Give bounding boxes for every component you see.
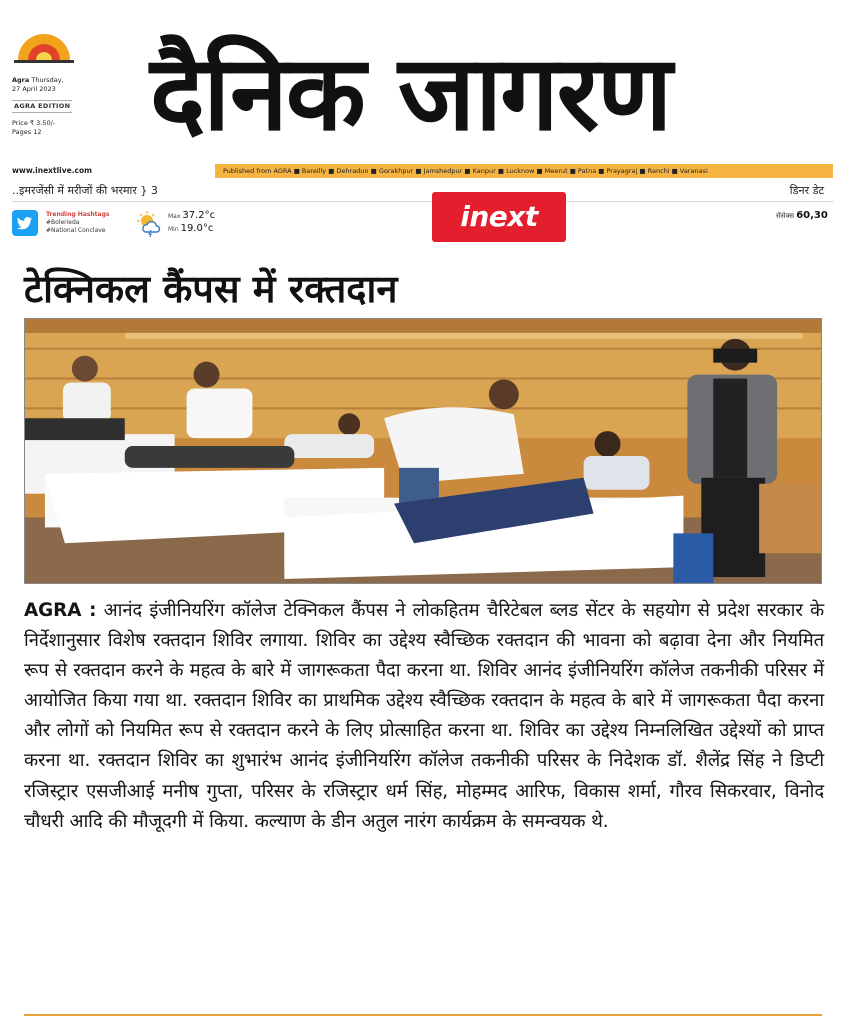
website-link[interactable]: www.inextlive.com: [12, 166, 92, 175]
temp-max-label: Max: [168, 213, 181, 220]
partly-cloudy-icon: [136, 210, 164, 238]
trending-hashtags: [46, 211, 109, 235]
trending-tag[interactable]: #National Conclave: [46, 227, 106, 234]
ticker-row: [12, 180, 834, 202]
inext-brand-logo[interactable]: inext: [432, 192, 566, 242]
edition-date: 27 April 2023: [12, 85, 56, 93]
ticker-headline-left[interactable]: ..इमरजेंसी में मरीजों की भरमार } 3: [12, 184, 158, 197]
bottom-divider: [24, 1014, 822, 1016]
sensex-label: सेंसेक्स: [776, 212, 794, 220]
sensex-widget: [776, 211, 828, 221]
newspaper-title: दैनिक जागरण: [150, 32, 671, 154]
edition-day: Thursday,: [31, 76, 64, 84]
trending-title: Trending Hashtags: [46, 211, 110, 218]
temp-max: 37.2°c: [182, 210, 216, 221]
edition-city: Agra: [12, 76, 30, 84]
article-body: [24, 596, 824, 837]
twitter-icon[interactable]: [12, 210, 38, 236]
article-headline: टेक्निकल कैंपस में रक्तदान: [24, 267, 398, 311]
weather-readout: [168, 210, 215, 236]
edition-info: [12, 76, 82, 137]
temp-min: 19.0°c: [180, 223, 214, 234]
article-body-text: आनंद इंजीनियरिंग कॉलेज टेक्निकल कैंपस ने लोकहितम चैरिटेबल ब्लड सेंटर के सहयोग से प्रदेश सरकार के निर्देशानुसार विशेष रक्तदान शिविर लगाया. शिविर का उद्देश्य स्वैच्छिक रक्तदान की भावना को बढ़ावा देना और नियमित रूप से रक्तदान करने के महत्व के बारे में जागरूकता पैदा करना था. शिविर आनंद इंजीनियरिंग कॉलेज तकनीकी परिसर में आयोजित किया गया था. रक्तदान शिविर का प्राथमिक उद्देश्य स्वैच्छिक रक्तदान के महत्व के बारे में जागरूकता पैदा करना और लोगों को नियमित रूप से रक्तदान करने के लिए प्रोत्साहित करना था. शिविर का उद्देश्य निम्नलिखित उद्देश्यों को प्राप्त करना था. रक्तदान शिविर का शुभारंभ आनंद इंजीनियरिंग कॉलेज तकनीकी परिसर के निदेशक डॉ. शैलेंद्र सिंह ने डिप्टी रजिस्ट्रार एसजीआई मनीष गुप्ता, परिसर के रजिस्ट्रार धर्म सिंह, मोहम्मद आरिफ, विकास शर्मा, गौरव सिकरवार, विनोद चौधरी आदि की मौजूदगी में किया. कल्याण के डीन अतुल नारंग कार्यक्रम के समन्वयक थे.: [24, 600, 825, 832]
price: Price ₹ 3.50/-: [12, 119, 56, 127]
article-dateline: AGRA :: [24, 600, 97, 621]
trending-tag[interactable]: #Bolerieda: [46, 219, 80, 226]
sensex-value: 60,30: [796, 210, 828, 221]
ticker-headline-right[interactable]: डिनर डेट: [789, 184, 824, 197]
page-count: Pages 12: [12, 128, 42, 136]
published-cities-bar: Published from AGRA ■ Bareilly ■ Dehradun ■ Gorakhpur ■ Jamshedpur ■ Kanpur ■ Lucknow ■ Meerut ■ Patna ■ Prayagraj ■ Ranchi ■ Varanasi: [215, 164, 833, 178]
edition-label: AGRA EDITION: [12, 100, 72, 113]
temp-min-label: Min: [168, 226, 179, 233]
dainik-jagran-sun-logo: [14, 30, 74, 64]
blood-donation-camp-photo: [24, 318, 822, 584]
